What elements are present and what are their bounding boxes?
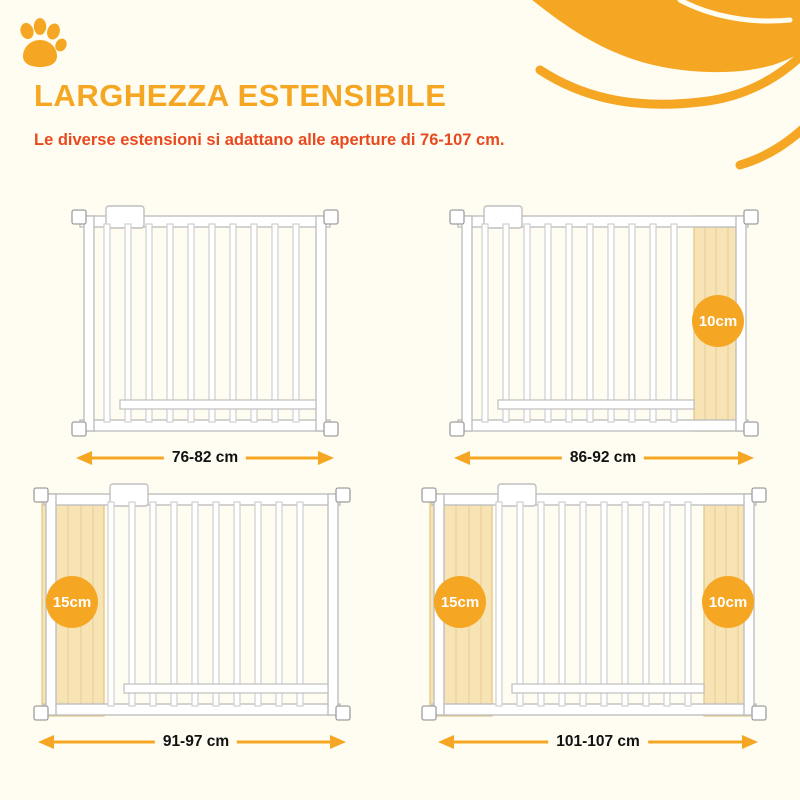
panel-101-107: [398, 472, 798, 762]
panel-76-82: [0, 188, 400, 478]
panels-container: [0, 180, 800, 780]
measure-label: 86-92 cm: [562, 449, 644, 467]
extension-badge: 15cm: [434, 576, 486, 628]
measure-label: 76-82 cm: [164, 449, 246, 467]
page-subtitle: Le diverse estensioni si adattano alle aperture di 76-107 cm.: [34, 131, 505, 149]
extension-badge: 15cm: [46, 576, 98, 628]
measure-label: 101-107 cm: [548, 733, 648, 751]
extension-badge: 10cm: [692, 295, 744, 347]
extension-badge: 10cm: [702, 576, 754, 628]
page-title: LARGHEZZA ESTENSIBILE: [34, 78, 447, 113]
measure-label: 91-97 cm: [155, 733, 237, 751]
panel-86-92: [398, 188, 798, 478]
gate-diagram: [0, 188, 400, 478]
paw-print-icon: [14, 18, 68, 70]
panel-91-97: [0, 472, 400, 762]
